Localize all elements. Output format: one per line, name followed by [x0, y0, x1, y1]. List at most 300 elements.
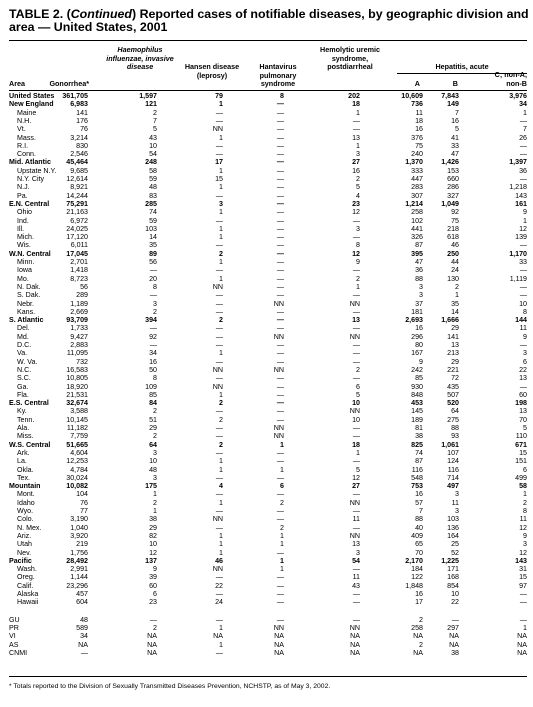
- cell-hus: 18: [352, 440, 360, 449]
- cell-hantavirus: —: [276, 100, 284, 109]
- cell-hep-c: 12: [519, 548, 527, 557]
- cell-hep-a: 333: [411, 166, 423, 175]
- cell-hep-a: 9: [419, 357, 423, 366]
- cell-area: Tenn.: [17, 415, 35, 424]
- cell-hib: NA: [147, 648, 157, 657]
- cell-hep-c: —: [519, 590, 527, 598]
- cell-hep-b: 149: [447, 100, 459, 109]
- cell-gonorrhea: 10,082: [66, 482, 88, 491]
- cell-hep-b: 29: [451, 324, 459, 333]
- cell-hep-a: 85: [415, 374, 423, 383]
- cell-hep-b: 327: [447, 191, 459, 200]
- table-row: [9, 283, 527, 291]
- cell-hep-c: 34: [519, 100, 527, 109]
- cell-hansen: 46: [215, 556, 223, 565]
- cell-hus: 6: [356, 382, 360, 391]
- cell-hep-a: 47: [415, 258, 423, 266]
- cell-hep-a: 447: [411, 175, 423, 183]
- cell-hib: —: [149, 341, 157, 349]
- cell-hantavirus: 8: [280, 92, 284, 100]
- cell-gonorrhea: 176: [76, 116, 88, 125]
- table-row: [9, 515, 527, 523]
- cell-hep-c: 13: [519, 374, 527, 383]
- cell-area: N.Y. City: [17, 175, 45, 183]
- cell-hus: —: [352, 233, 360, 242]
- cell-area: E.S. Central: [9, 399, 49, 408]
- cell-hep-a: 80: [415, 341, 423, 349]
- cell-hantavirus: —: [276, 266, 284, 275]
- cell-hep-b: 88: [451, 424, 459, 432]
- cell-hus: NA: [350, 648, 360, 657]
- cell-hib: 29: [149, 424, 157, 432]
- cell-hantavirus: —: [276, 507, 284, 515]
- cell-hus: —: [352, 216, 360, 225]
- cell-hantavirus: 1: [280, 540, 284, 549]
- cell-hep-b: 275: [447, 415, 459, 424]
- table-row: [9, 582, 527, 590]
- cell-hep-a: 848: [411, 390, 423, 399]
- cell-hantavirus: NN: [273, 623, 284, 632]
- cell-hib: 2: [153, 498, 157, 507]
- cell-hep-c: 9: [523, 208, 527, 217]
- cell-hus: —: [352, 291, 360, 300]
- cell-hib: —: [149, 615, 157, 624]
- cell-hep-b: 660: [447, 175, 459, 183]
- cell-gonorrhea: 9,685: [70, 166, 88, 175]
- col-header-hib-text: Haemophilus influenzae, invasive disease: [106, 45, 174, 72]
- cell-hantavirus: —: [276, 258, 284, 266]
- cell-hantavirus: —: [276, 473, 284, 482]
- table-row: [9, 416, 527, 424]
- cell-area: La.: [17, 457, 27, 466]
- cell-hep-c: 3: [523, 540, 527, 549]
- cell-hep-b: 1,666: [441, 316, 459, 325]
- cell-hansen: —: [215, 374, 223, 383]
- cell-hantavirus: —: [276, 615, 284, 624]
- cell-hep-c: —: [519, 116, 527, 125]
- cell-area: N.C.: [17, 365, 32, 374]
- cell-hantavirus: —: [276, 399, 284, 408]
- cell-hep-a: 36: [415, 266, 423, 275]
- cell-gonorrhea: 1,733: [70, 324, 88, 333]
- cell-hus: 43: [352, 581, 360, 590]
- cell-hep-c: 58: [519, 482, 527, 491]
- cell-hep-a: NA: [413, 632, 423, 641]
- cell-hansen: —: [215, 407, 223, 416]
- cell-hep-b: —: [451, 615, 459, 624]
- cell-hantavirus: —: [276, 191, 284, 200]
- cell-gonorrhea: 3,920: [70, 531, 88, 540]
- cell-hep-c: 110: [515, 432, 527, 441]
- cell-gonorrhea: 6,972: [70, 216, 88, 225]
- cell-hep-c: 6: [523, 357, 527, 366]
- cell-hib: 121: [145, 100, 157, 109]
- table-row: [9, 300, 527, 308]
- cell-hansen: —: [215, 307, 223, 316]
- cell-hep-a: 189: [411, 415, 423, 424]
- cell-hep-c: —: [519, 175, 527, 183]
- cell-hep-b: 218: [447, 224, 459, 233]
- cell-hansen: NN: [212, 382, 223, 391]
- cell-hantavirus: —: [276, 158, 284, 167]
- cell-hib: 29: [149, 523, 157, 532]
- cell-hep-b: 35: [451, 299, 459, 308]
- cell-hantavirus: NA: [274, 648, 284, 657]
- table-row: [9, 632, 527, 640]
- cell-hus: 12: [352, 249, 360, 258]
- cell-hep-c: 143: [515, 556, 527, 565]
- cell-hep-a: 65: [415, 540, 423, 549]
- cell-area: D.C.: [17, 341, 32, 349]
- cell-hib: 48: [149, 465, 157, 474]
- cell-hantavirus: —: [276, 357, 284, 366]
- cell-hep-b: 141: [447, 332, 459, 341]
- cell-hansen: —: [215, 191, 223, 200]
- cell-hansen: —: [215, 108, 223, 117]
- cell-hus: —: [352, 307, 360, 316]
- cell-hansen: 1: [219, 166, 223, 175]
- cell-hep-a: 376: [411, 133, 423, 142]
- table-row-region: [9, 200, 527, 208]
- cell-area: W.S. Central: [9, 440, 51, 449]
- cell-gonorrhea: 18,920: [66, 382, 88, 391]
- table-row: [9, 641, 527, 649]
- cell-hus: NN: [349, 623, 360, 632]
- table-row: [9, 616, 527, 624]
- cell-gonorrhea: 34: [80, 632, 88, 641]
- cell-gonorrhea: 30,024: [66, 473, 88, 482]
- cell-hansen: —: [215, 424, 223, 432]
- cell-hep-a: NA: [413, 648, 423, 657]
- cell-hep-a: 7: [419, 507, 423, 515]
- cell-hansen: —: [215, 216, 223, 225]
- cell-hib: 14: [149, 233, 157, 242]
- table-row: [9, 432, 527, 440]
- cell-hansen: 24: [215, 598, 223, 607]
- cell-gonorrhea: 32,674: [66, 399, 88, 408]
- cell-hep-a: 3: [419, 282, 423, 291]
- cell-hansen: —: [215, 573, 223, 582]
- cell-hib: 38: [149, 515, 157, 524]
- cell-hep-a: 548: [411, 473, 423, 482]
- cell-hib: 35: [149, 241, 157, 250]
- table-row: [9, 308, 527, 316]
- cell-hansen: 1: [219, 540, 223, 549]
- cell-hep-b: 10: [451, 590, 459, 598]
- cell-hus: —: [352, 598, 360, 607]
- cell-hansen: 17: [215, 158, 223, 167]
- cell-gonorrhea: 10,145: [66, 415, 88, 424]
- cell-hansen: 1: [219, 465, 223, 474]
- cell-hansen: NA: [213, 632, 223, 641]
- col-header-gonorrhea: Gonorrhea*: [49, 79, 89, 88]
- cell-hep-c: 6: [523, 465, 527, 474]
- cell-hantavirus: 1: [280, 556, 284, 565]
- cell-hus: 13: [352, 540, 360, 549]
- cell-hep-c: 1,170: [509, 249, 527, 258]
- cell-hep-b: 16: [451, 116, 459, 125]
- cell-hep-c: 8: [523, 307, 527, 316]
- cell-gonorrhea: 12,614: [66, 175, 88, 183]
- cell-hantavirus: —: [276, 233, 284, 242]
- cell-hep-c: 1,218: [509, 183, 527, 192]
- cell-hus: —: [352, 424, 360, 432]
- cell-hep-b: 164: [447, 531, 459, 540]
- cell-hep-b: 14: [451, 307, 459, 316]
- cell-area: Mass.: [17, 133, 36, 142]
- cell-gonorrhea: 3,190: [70, 515, 88, 524]
- cell-hansen: NN: [212, 565, 223, 574]
- cell-area: PR: [9, 623, 19, 632]
- cell-area: Ga.: [17, 382, 29, 391]
- cell-hep-b: 13: [451, 341, 459, 349]
- cell-gonorrhea: 830: [76, 141, 88, 150]
- cell-hep-a: 88: [415, 274, 423, 283]
- cell-hib: 248: [145, 158, 157, 167]
- cell-hep-a: 38: [415, 432, 423, 441]
- cell-hep-b: 221: [447, 365, 459, 374]
- cell-area: Utah: [17, 540, 32, 549]
- cell-hib: 59: [149, 216, 157, 225]
- cell-area: N.H.: [17, 116, 32, 125]
- cell-hep-a: 736: [411, 100, 423, 109]
- cell-hep-c: 198: [515, 399, 527, 408]
- cell-area: Mid. Atlantic: [9, 158, 51, 167]
- cell-area: Del.: [17, 324, 30, 333]
- cell-hib: —: [149, 324, 157, 333]
- cell-hib: 56: [149, 258, 157, 266]
- cell-hus: —: [352, 324, 360, 333]
- cell-hus: 54: [352, 556, 360, 565]
- cell-hus: —: [352, 565, 360, 574]
- cell-hep-c: —: [519, 266, 527, 275]
- cell-gonorrhea: 141: [76, 108, 88, 117]
- cell-hep-c: —: [519, 150, 527, 159]
- cell-hansen: 1: [219, 133, 223, 142]
- cell-gonorrhea: —: [80, 648, 88, 657]
- cell-gonorrhea: 104: [76, 490, 88, 499]
- cell-hib: 3: [153, 299, 157, 308]
- cell-hep-a: 753: [411, 482, 423, 491]
- cell-hib: 59: [149, 175, 157, 183]
- cell-area: CNMI: [9, 648, 28, 657]
- cell-hep-a: 116: [411, 465, 423, 474]
- cell-hep-b: 93: [451, 432, 459, 441]
- table-row: [9, 125, 527, 133]
- cell-hantavirus: 1: [280, 440, 284, 449]
- cell-gonorrhea: 17,120: [66, 233, 88, 242]
- cell-area: Calif.: [17, 581, 34, 590]
- table-row-region: [9, 482, 527, 490]
- cell-hep-a: 87: [415, 457, 423, 466]
- col-header-hib: [104, 46, 176, 72]
- cell-hansen: 1: [219, 100, 223, 109]
- cell-hep-b: 1: [455, 291, 459, 300]
- cell-gonorrhea: 457: [76, 590, 88, 598]
- cell-hep-c: 1: [523, 216, 527, 225]
- cell-hantavirus: —: [276, 307, 284, 316]
- cell-gonorrhea: 589: [76, 623, 88, 632]
- cell-hep-c: NA: [517, 632, 527, 641]
- cell-hus: 5: [356, 390, 360, 399]
- cell-area: GU: [9, 615, 20, 624]
- cell-hus: —: [352, 523, 360, 532]
- table-row-region: [9, 557, 527, 565]
- cell-hep-a: 258: [411, 623, 423, 632]
- cell-hep-a: 296: [411, 332, 423, 341]
- cell-hus: 2: [356, 365, 360, 374]
- cell-hib: 6: [153, 590, 157, 598]
- cell-hep-a: 2: [419, 615, 423, 624]
- cell-area: Nebr.: [17, 299, 34, 308]
- cell-hep-a: 283: [411, 183, 423, 192]
- cell-area: Oreg.: [17, 573, 35, 582]
- cell-hep-c: 151: [515, 457, 527, 466]
- cell-area: United States: [9, 92, 55, 100]
- cell-hus: —: [352, 125, 360, 134]
- cell-hep-b: 136: [447, 523, 459, 532]
- cell-hantavirus: NN: [273, 424, 284, 432]
- cell-hansen: —: [215, 507, 223, 515]
- title-suffix: ) Reported cases of notifiable diseases, by geographic division and area — United States, 2001: [9, 7, 529, 34]
- cell-hantavirus: —: [276, 548, 284, 557]
- cell-hansen: 1: [219, 224, 223, 233]
- cell-hep-a: 2,693: [405, 316, 423, 325]
- cell-hansen: 1: [219, 457, 223, 466]
- cell-hep-a: 122: [411, 573, 423, 582]
- cell-gonorrhea: 11,095: [66, 349, 88, 358]
- cell-hansen: NN: [212, 125, 223, 134]
- cell-hansen: 1: [219, 258, 223, 266]
- table-row: [9, 649, 527, 657]
- cell-hib: 82: [149, 531, 157, 540]
- cell-hep-b: 116: [447, 465, 459, 474]
- cell-gonorrhea: 45,464: [66, 158, 88, 167]
- cell-hep-b: 520: [447, 399, 459, 408]
- cell-gonorrhea: 76: [80, 498, 88, 507]
- cell-hib: 16: [149, 357, 157, 366]
- cell-hib: 10: [149, 540, 157, 549]
- cell-hep-b: 2: [455, 282, 459, 291]
- cell-hep-a: 1,214: [405, 199, 423, 208]
- cell-hep-a: 1,848: [405, 581, 423, 590]
- cell-hep-a: 57: [415, 498, 423, 507]
- cell-hib: 48: [149, 183, 157, 192]
- cell-hep-b: 124: [447, 457, 459, 466]
- cell-area: Ill.: [17, 224, 25, 233]
- cell-hus: 13: [352, 316, 360, 325]
- cell-hantavirus: —: [276, 141, 284, 150]
- cell-hep-a: 2: [419, 640, 423, 649]
- cell-area: Mountain: [9, 482, 41, 491]
- cell-area: E.N. Central: [9, 199, 50, 208]
- cell-area: Colo.: [17, 515, 34, 524]
- cell-gonorrhea: 28,492: [66, 556, 88, 565]
- cell-hus: 10: [352, 399, 360, 408]
- cell-gonorrhea: 16,583: [66, 365, 88, 374]
- cell-hep-c: 144: [515, 316, 527, 325]
- cell-hantavirus: —: [276, 291, 284, 300]
- cell-hantavirus: —: [276, 598, 284, 607]
- cell-hep-a: 441: [411, 224, 423, 233]
- cell-hantavirus: —: [276, 448, 284, 457]
- cell-hep-a: 242: [411, 365, 423, 374]
- cell-hansen: —: [215, 432, 223, 441]
- cell-hansen: 1: [219, 640, 223, 649]
- cell-hep-b: 130: [447, 274, 459, 283]
- cell-gonorrhea: 56: [80, 282, 88, 291]
- cell-hib: 54: [149, 150, 157, 159]
- col-header-hep-a: A: [414, 79, 420, 88]
- cell-hep-b: 5: [455, 125, 459, 134]
- cell-hep-c: 7: [523, 125, 527, 134]
- table-row: [9, 391, 527, 399]
- table-row: [9, 524, 527, 532]
- table-row: [9, 565, 527, 573]
- cell-hansen: 1: [219, 531, 223, 540]
- cell-hantavirus: —: [276, 282, 284, 291]
- cell-hansen: 1: [219, 548, 223, 557]
- cell-hib: 394: [145, 316, 157, 325]
- cell-hus: 11: [352, 515, 360, 524]
- cell-hantavirus: —: [276, 274, 284, 283]
- cell-hep-c: 8: [523, 507, 527, 515]
- cell-hep-c: 2: [523, 498, 527, 507]
- cell-area: Mich.: [17, 233, 34, 242]
- cell-hep-a: 167: [411, 349, 423, 358]
- cell-hep-b: 107: [447, 448, 459, 457]
- cell-hep-a: 40: [415, 523, 423, 532]
- cell-area: S. Atlantic: [9, 316, 44, 325]
- cell-hansen: —: [215, 150, 223, 159]
- cell-gonorrhea: 1,144: [70, 573, 88, 582]
- cell-area: Wis.: [17, 241, 31, 250]
- cell-hep-c: 671: [515, 440, 527, 449]
- col-header-hantavirus: Hantavirus pulmonary syndrome: [259, 62, 297, 89]
- cell-hansen: —: [215, 357, 223, 366]
- cell-hus: 1: [356, 448, 360, 457]
- cell-hep-c: 15: [519, 448, 527, 457]
- cell-hep-c: NA: [517, 648, 527, 657]
- cell-hib: 1: [153, 507, 157, 515]
- cell-hus: 23: [352, 199, 360, 208]
- cell-gonorrhea: 1,040: [70, 523, 88, 532]
- cell-area: N. Mex.: [17, 523, 42, 532]
- cell-hantavirus: —: [276, 490, 284, 499]
- cell-hantavirus: 2: [280, 523, 284, 532]
- cell-hep-c: 1: [523, 490, 527, 499]
- cell-area: S.C.: [17, 374, 31, 383]
- cell-hib: 2: [153, 407, 157, 416]
- cell-hep-b: 64: [451, 407, 459, 416]
- cell-hus: NA: [350, 632, 360, 641]
- cell-hep-b: 7,843: [441, 92, 459, 100]
- cell-area: Pa.: [17, 191, 28, 200]
- cell-hib: —: [149, 291, 157, 300]
- cell-hep-b: 1,426: [441, 158, 459, 167]
- cell-gonorrhea: 4,604: [70, 448, 88, 457]
- cell-hep-c: —: [519, 241, 527, 250]
- table-row: [9, 117, 527, 125]
- cell-hep-a: 16: [415, 125, 423, 134]
- cell-hansen: —: [215, 241, 223, 250]
- table-row: [9, 175, 527, 183]
- cell-area: Maine: [17, 108, 37, 117]
- cell-hansen: 22: [215, 581, 223, 590]
- cell-gonorrhea: 219: [76, 540, 88, 549]
- cell-hep-b: 854: [447, 581, 459, 590]
- col-header-hep-c: C; non-A, non-B: [494, 70, 527, 88]
